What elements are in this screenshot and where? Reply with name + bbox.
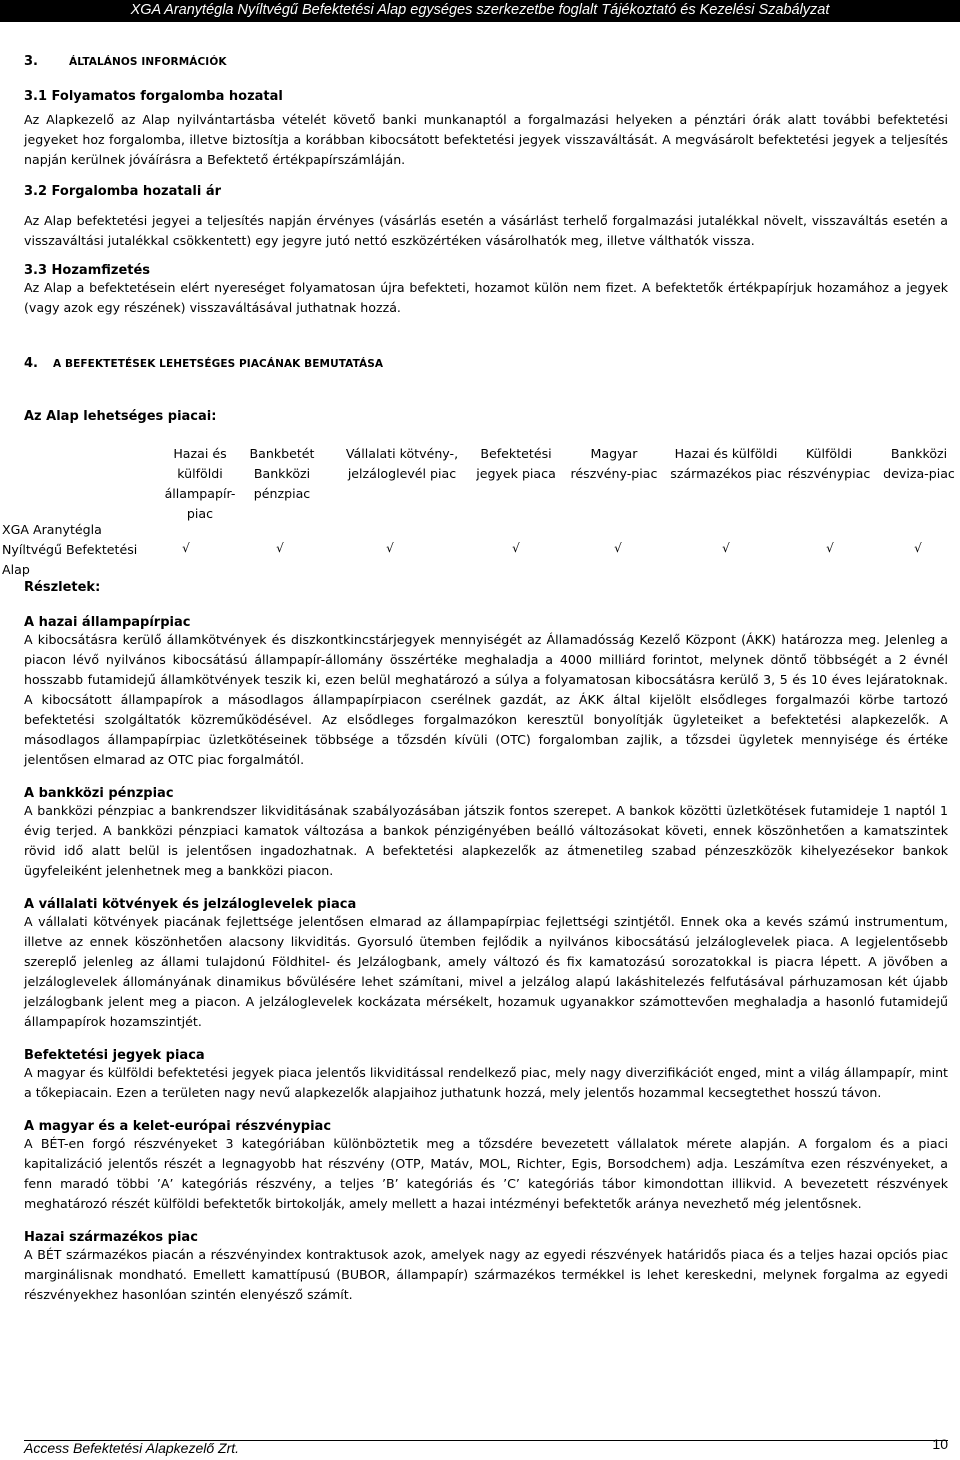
section-3-1-text: Az Alapkezelő az Alap nyilvántartásba vételét követő banki munkanaptól a forgalmazási helyeken a pénztári órák alatt további befektetési jegyeket hoz forgalomba, illetve biztosítja a korábban kibocsátott befektetési jegyek visszaváltását. A megvásárolt befektetési jegyek a teljesítés napján kerülnek jóváírásra a Befektető értékpapírszámláján. [24,112,948,167]
market-col-hungarian-equity: Magyar részvény-piac [570,446,658,481]
detail-2-text: A vállalati kötvények piacának fejlettsége jelentősen elmarad az állampapírpiac fejlettségi szintjétől. Ennek oka a kevés számú instrumentum, illetve az ennek köszönhetően alacsony likviditás. Gyorsuló ütemben fejlődik a nyilvános kibocsátású jelzáloglevelek piaca. A legjelentősebb szereplő jelenleg az állami tulajdonú Földhitel- és Jelzálogbank, amely változó és fix kamatozású sorozatokkal is piacra lépett. A jövőben a jelzáloglevelek állományának dinamikus bővülésére lehet számítani, mivel a jelzálog alapú lakáshitelezés felfutásával párhuzamosan két újabb jelzálogbank jelent meg a piacon. A jelzáloglevelek kockázata mérsékelt, hozamuk ugyanakkor számottevően meghaladja a hasonló futamidejű állampapírok hozamszintjét. [24,914,948,1029]
check-mark-1: √ [182,541,190,555]
document-header: XGA Aranytégla Nyíltvégű Befektetési Alap egységes szerkezetbe foglalt Tájékoztató és Kezelési Szabályzat [0,0,960,22]
detail-4-text: A BÉT-en forgó részvényeket 3 kategóriában különböztetik meg a tőzsdére bevezetett vállalatok mérete alapján. A forgalom és a piaci kapitalizáció jelentős részét a legnagyobb hat részvény (OTP, Matáv, MOL, Richter, Egis, Borsodchem) adja. Leszámítva ezen részvényeket, a fenn maradó többi ’A’ kategóriás részvény, a teljes ’B’ kategóriás és ’C’ kategóriás tábor kimondottan illikvid. A bevezetett részvények meghatározó részét külföldi befektetők birtokolják, amely mellett a hazai intézményi befektetők aránya nevezhető még jelentősnek. [24,1136,948,1211]
detail-5-text: A BÉT származékos piacán a részvényindex kontraktusok azok, amelyek nagy az egyedi részvények határidős piaca és a teljes hazai opciós piac marginálisnak mondható. Emellett kamattípusú (BUBOR, állampapír) származékos termékkel is lehet kereskedni, melynek forgalma az egyedi részvényekhez hasonlóan szintén elenyésző számít. [24,1247,948,1302]
detail-5-title: Hazai származékos piac [24,1230,198,1245]
market-col-corporate-bonds: Vállalati kötvény-, jelzáloglevél piac [345,446,459,481]
details-heading: Részletek: [24,580,101,595]
check-mark-5: √ [614,541,622,555]
section-3-title: ÁLTALÁNOS INFORMÁCIÓK [69,56,227,68]
check-mark-8: √ [914,541,922,555]
footer-company: Access Befektetési Alapkezelő Zrt. [24,1440,240,1456]
detail-1-title: A bankközi pénzpiac [24,786,174,801]
page-number: 10 [932,1436,948,1452]
detail-3-text: A magyar és külföldi befektetési jegyek piaca jelentős likviditással rendelkező piac, mely nagy diverzifikációt enged, mint a világ állampapír, mint a tőkepiacain. Ezen a területen nagy nevű alapkezelők alapjaihoz juthatunk hozzá, mely jelentős hozammal kecsegtethet hosszú távon. [24,1065,948,1100]
section-4-title: A BEFEKTETÉSEK LEHETSÉGES PIACÁNAK BEMUTATÁSA [53,358,384,370]
section-3-3-text: Az Alap a befektetésein elért nyereséget folyamatosan újra befekteti, hozamot külön nem fizet. A befektetők értékpapírjuk hozamához a jegyek (vagy azok egy részének) visszaváltásával juthatnak hozzá. [24,280,948,315]
market-col-investment-units: Befektetési jegyek piaca [476,446,556,481]
section-3-3-title: 3.3 Hozamfizetés [24,263,151,278]
markets-heading: Az Alap lehetséges piacai: [24,409,217,424]
detail-0-text: A kibocsátásra kerülő államkötvények és diszkontkincstárjegyek mennyiségét az Államadósság Kezelő Központ (ÁKK) határozza meg. Jelenleg a piacon lévő nyilvános kibocsátású állampapír-állomány összértéke meghaladja a 4000 milliárd forintot, melynek döntő többségét a 2 évnél hosszabb futamidejű államkötvények teszik ki, ezen belül meghatározó a súlya a folyamatosan kibocsátásra kerülő 3, 5 és 10 éves lejáratoknak. A kibocsátott állampapírok a másodlagos állampapírpiacon cserélnek gazdát, az ÁKK által kijelölt elsődleges forgalmazói körbe tartozó befektetési szolgáltatók közreműködésével. Az elsődleges forgalmazókon keresztül bonyolítják ügyleteiket a befektetési alapkezelők. A másodlagos állampapírpiac üzletkötéseinek többsége a tőzsdén kívüli (OTC) forgalomban zajlik, a tőzsdei ügyletek mennyisége és értéke jelentősen elmarad az OTC piac forgalmától. [24,632,948,767]
detail-2-title: A vállalati kötvények és jelzáloglevelek piaca [24,897,357,912]
check-mark-2: √ [276,541,284,555]
check-mark-7: √ [826,541,834,555]
document-body [2,42,955,1305]
section-3-2-title: 3.2 Forgalomba hozatali ár [24,184,221,199]
section-3-number: 3. [24,54,38,69]
section-3-1-title: 3.1 Folyamatos forgalomba hozatal [24,89,283,104]
section-3-2-text: Az Alap befektetési jegyei a teljesítés napján érvényes (vásárlás esetén a vásárlást terhelő forgalmazási jutalékkal növelt, visszaváltás esetén a visszaváltási jutalékkal csökkentett) egy jegyre jutó nettó eszközértéken vásárolhatók meg, illetve válthatók vissza. [24,213,948,248]
section-4-number: 4. [24,356,38,371]
detail-3-title: Befektetési jegyek piaca [24,1048,205,1063]
market-col-bank-deposit: Bankbetét Bankközi pénzpiac [249,446,315,501]
detail-4-title: A magyar és a kelet-európai részvénypiac [24,1119,332,1134]
detail-1-text: A bankközi pénzpiac a bankrendszer likviditásának szabályozásában játszik fontos szerepet. A bankok közötti üzletkötések futamideje 1 naptól 1 évig terjed. A bankközi pénzpiaci kamatok változása a bankok pénzigényében beálló változásokat követi, ennek köszönhetően a kamatszintek rövid idő alatt belül is jelentősen ingadozhatnak. A befektetési alapkezelők az átmenetileg szabad pénzeszközök kihelyezésekor bankok ügyfeleiként jelenhetnek meg a bankközi piacon. [24,803,948,878]
market-col-derivatives: Hazai és külföldi származékos piac [670,446,782,481]
detail-0-title: A hazai állampapírpiac [24,615,191,630]
check-mark-6: √ [722,541,730,555]
markets-table [2,444,955,580]
market-col-foreign-equity: Külföldi részvénypiac [787,446,871,481]
market-col-fx-market: Bankközi deviza-piac [883,446,955,481]
fund-row-label: XGA Aranytégla Nyíltvégű Befektetési Alap [2,522,138,577]
check-mark-4: √ [512,541,520,555]
check-mark-3: √ [386,541,394,555]
market-col-government-bonds: Hazai és külföldi állampapír-piac [164,446,236,521]
section-3-heading [24,54,948,69]
section-4-heading [24,356,948,371]
